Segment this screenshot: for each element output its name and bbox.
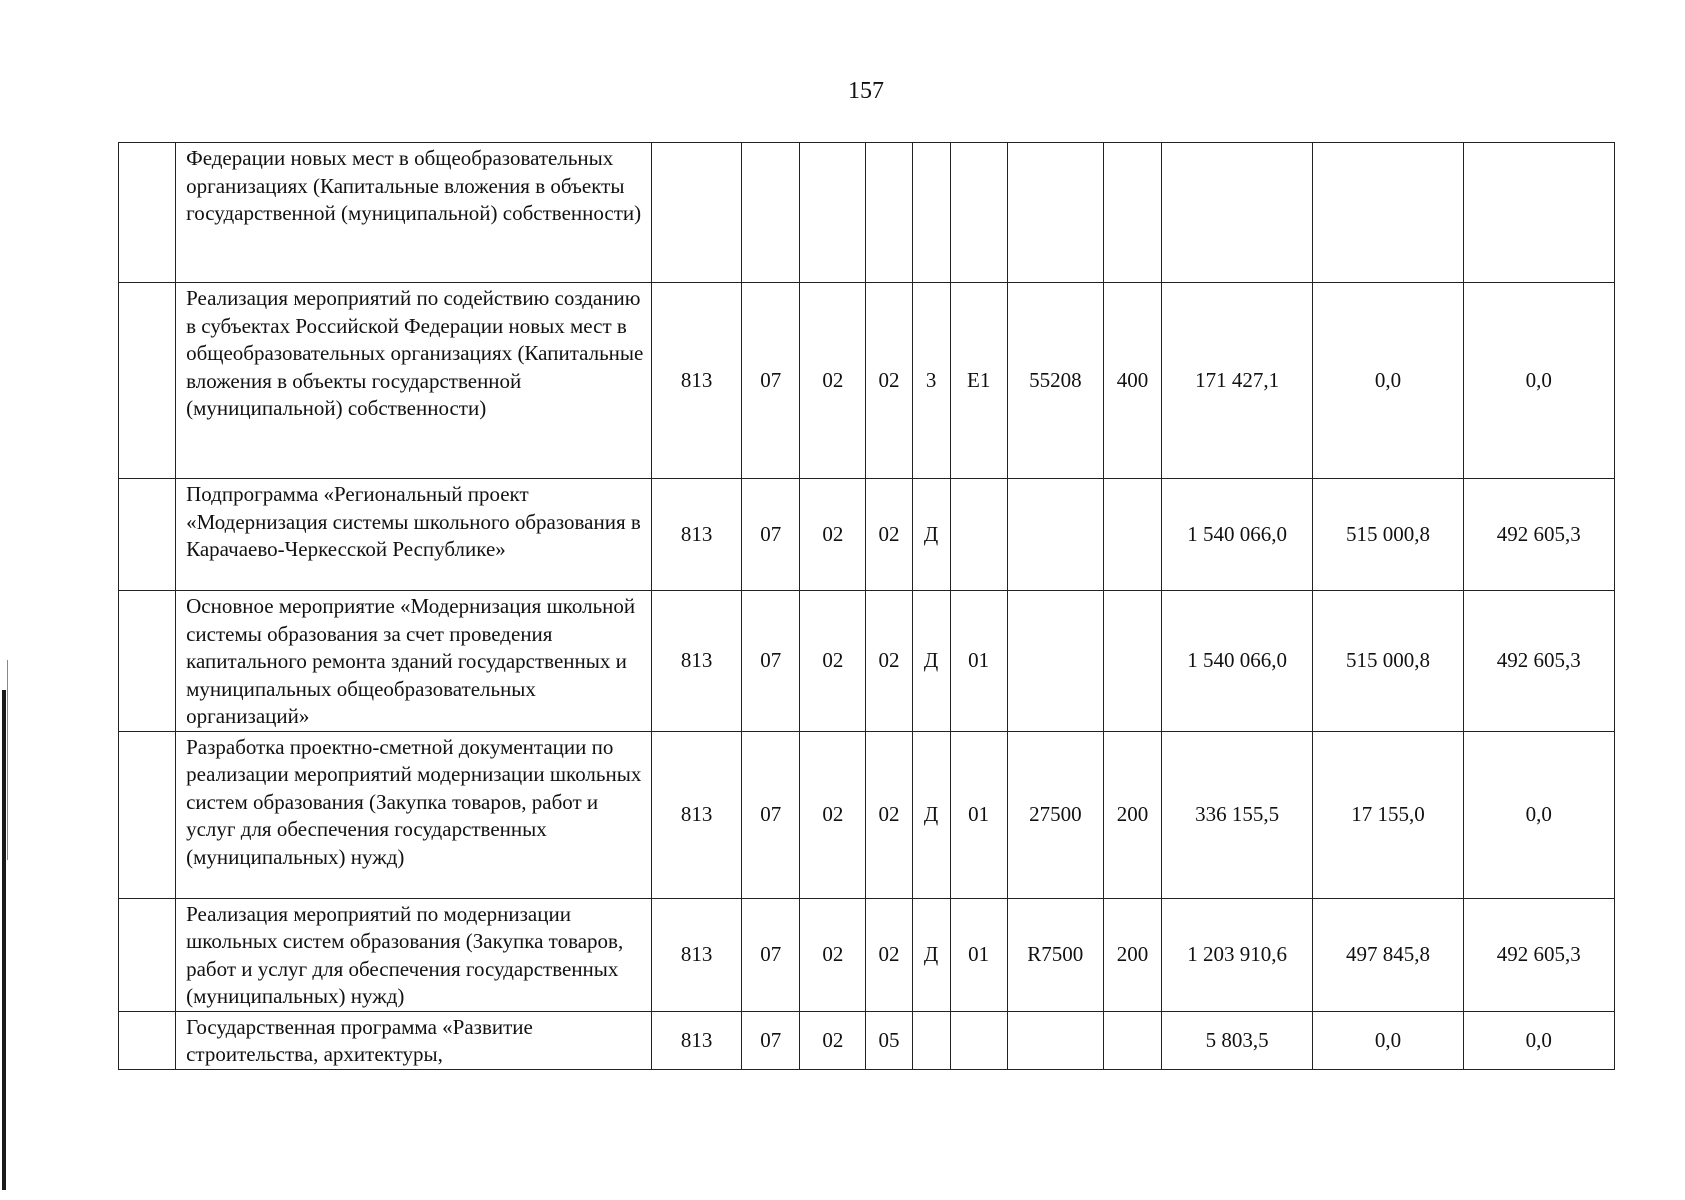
csr-subprogram-cell: Д [912,731,950,898]
rz-cell: 07 [742,898,800,1011]
amount-year3-cell: 492 605,3 [1463,898,1614,1011]
amount-year3-cell [1463,143,1614,283]
csr-event-cell [950,1011,1007,1069]
description-cell: Реализация мероприятий по модернизации школьных систем образования (Закупка товаров, работ и услуг для обеспечения государственных (муниципальных) нужд) [176,898,652,1011]
csr-direction-cell [1007,143,1103,283]
csr-direction-cell: 27500 [1007,731,1103,898]
description-cell: Подпрограмма «Региональный проект «Модернизация системы школьного образования в Карачаево-Черкесской Республике» [176,479,652,591]
csr-direction-cell [1007,591,1103,732]
csr-subprogram-cell [912,143,950,283]
row-number-cell [119,479,176,591]
csr-event-cell [950,143,1007,283]
amount-year2-cell: 515 000,8 [1313,479,1463,591]
pr-cell: 02 [800,591,866,732]
page-number: 157 [848,78,884,104]
csr-subprogram-cell: Д [912,479,950,591]
csr-subprogram-cell: Д [912,898,950,1011]
amount-year2-cell: 0,0 [1313,1011,1463,1069]
budget-table [118,142,1615,1070]
csr-event-cell: Е1 [950,283,1007,479]
ved-cell: 813 [652,283,742,479]
vr-cell [1103,143,1161,283]
rz-cell: 07 [742,591,800,732]
vr-cell [1103,1011,1161,1069]
csr-program-cell: 02 [866,591,912,732]
ved-cell: 813 [652,731,742,898]
description-cell: Реализация мероприятий по содействию созданию в субъектах Российской Федерации новых мест в общеобразовательных организациях (Капитальные вложения в объекты государственной (муниципальной) собственности) [176,283,652,479]
pr-cell [800,143,866,283]
csr-direction-cell: 55208 [1007,283,1103,479]
amount-year3-cell: 0,0 [1463,731,1614,898]
pr-cell: 02 [800,1011,866,1069]
amount-year1-cell: 336 155,5 [1162,731,1313,898]
row-number-cell [119,591,176,732]
csr-direction-cell [1007,1011,1103,1069]
vr-cell [1103,479,1161,591]
amount-year2-cell: 0,0 [1313,283,1463,479]
row-number-cell [119,731,176,898]
csr-event-cell: 01 [950,898,1007,1011]
amount-year1-cell [1162,143,1313,283]
pr-cell: 02 [800,479,866,591]
scan-edge-mark [2,690,6,1190]
csr-event-cell [950,479,1007,591]
ved-cell: 813 [652,591,742,732]
table-row [119,479,1615,591]
amount-year1-cell: 171 427,1 [1162,283,1313,479]
csr-program-cell: 02 [866,731,912,898]
row-number-cell [119,283,176,479]
table-row [119,283,1615,479]
row-number-cell [119,898,176,1011]
csr-event-cell: 01 [950,591,1007,732]
csr-program-cell: 02 [866,283,912,479]
description-cell: Основное мероприятие «Модернизация школьной системы образования за счет проведения капитального ремонта зданий государственных и муниципальных общеобразовательных организаций» [176,591,652,732]
amount-year3-cell: 492 605,3 [1463,591,1614,732]
pr-cell: 02 [800,283,866,479]
amount-year2-cell: 497 845,8 [1313,898,1463,1011]
csr-subprogram-cell: Д [912,591,950,732]
table-row [119,143,1615,283]
description-cell: Разработка проектно-сметной документации по реализации мероприятий модернизации школьных систем образования (Закупка товаров, работ и услуг для обеспечения государственных (муниципальных) нужд) [176,731,652,898]
csr-direction-cell: R7500 [1007,898,1103,1011]
description-cell: Федерации новых мест в общеобразовательных организациях (Капитальные вложения в объекты государственной (муниципальной) собственности) [176,143,652,283]
amount-year1-cell: 1 540 066,0 [1162,479,1313,591]
ved-cell: 813 [652,898,742,1011]
csr-subprogram-cell [912,1011,950,1069]
vr-cell: 200 [1103,731,1161,898]
amount-year3-cell: 0,0 [1463,283,1614,479]
amount-year2-cell: 17 155,0 [1313,731,1463,898]
amount-year1-cell: 1 540 066,0 [1162,591,1313,732]
row-number-cell [119,1011,176,1069]
csr-program-cell: 02 [866,479,912,591]
vr-cell: 200 [1103,898,1161,1011]
amount-year2-cell [1313,143,1463,283]
rz-cell: 07 [742,1011,800,1069]
amount-year1-cell: 5 803,5 [1162,1011,1313,1069]
rz-cell: 07 [742,479,800,591]
csr-event-cell: 01 [950,731,1007,898]
table-body [119,143,1615,1070]
description-cell: Государственная программа «Развитие строительства, архитектуры, [176,1011,652,1069]
vr-cell: 400 [1103,283,1161,479]
rz-cell [742,143,800,283]
ved-cell [652,143,742,283]
amount-year3-cell: 0,0 [1463,1011,1614,1069]
amount-year2-cell: 515 000,8 [1313,591,1463,732]
ved-cell: 813 [652,1011,742,1069]
csr-direction-cell [1007,479,1103,591]
row-number-cell [119,143,176,283]
csr-program-cell: 05 [866,1011,912,1069]
rz-cell: 07 [742,731,800,898]
pr-cell: 02 [800,731,866,898]
csr-subprogram-cell: 3 [912,283,950,479]
table-row [119,898,1615,1011]
rz-cell: 07 [742,283,800,479]
amount-year1-cell: 1 203 910,6 [1162,898,1313,1011]
table-row [119,1011,1615,1069]
table-row [119,591,1615,732]
csr-program-cell: 02 [866,898,912,1011]
table-row [119,731,1615,898]
vr-cell [1103,591,1161,732]
csr-program-cell [866,143,912,283]
amount-year3-cell: 492 605,3 [1463,479,1614,591]
scan-edge-line [7,660,8,860]
pr-cell: 02 [800,898,866,1011]
ved-cell: 813 [652,479,742,591]
